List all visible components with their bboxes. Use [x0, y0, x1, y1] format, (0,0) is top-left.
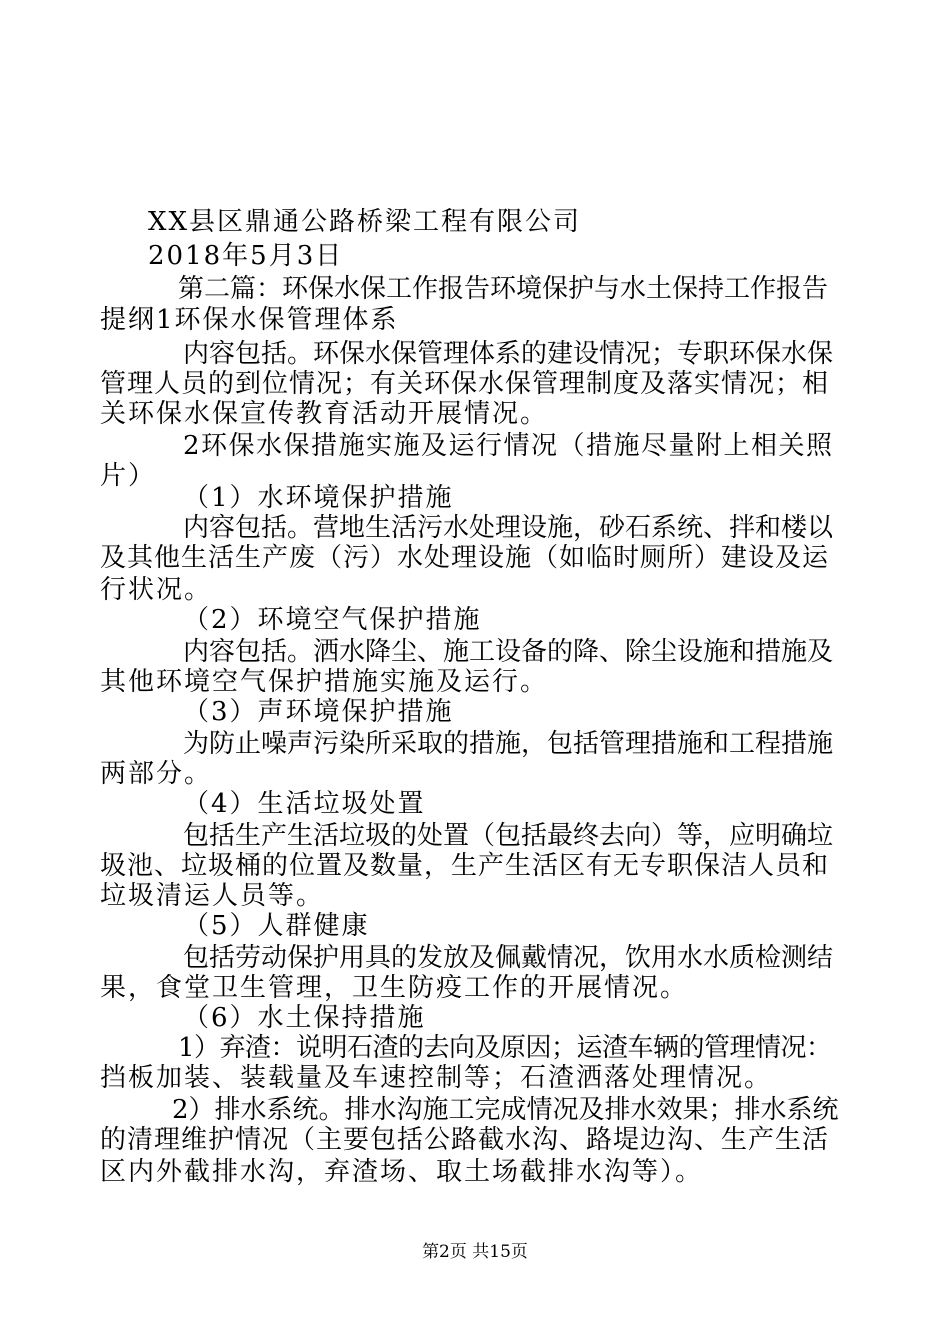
subheading: （1）水环境保护措施 — [183, 483, 454, 513]
section-heading: 第二篇：环保水保工作报告环境保护与水土保持工作报告 — [178, 274, 829, 304]
subheading: （6）水土保持措施 — [183, 1003, 426, 1033]
text-line: 包括劳动保护用具的发放及佩戴情况，饮用水水质检测结 — [183, 943, 834, 973]
subheading: （2）环境空气保护措施 — [183, 605, 482, 635]
page-footer: 第2页 共15页 — [422, 1242, 528, 1262]
subheading: （5）人群健康 — [183, 911, 370, 941]
text-line: 2环保水保措施实施及运行情况（措施尽量附上相关照 — [183, 431, 834, 461]
text-line: 行状况。 — [100, 575, 213, 605]
text-line: 内容包括。营地生活污水处理设施，砂石系统、拌和楼以 — [183, 513, 834, 543]
text-line: 内容包括。环保水保管理体系的建设情况；专职环保水保 — [183, 339, 834, 369]
text-line: 圾池、垃圾桶的位置及数量，生产生活区有无专职保洁人员和 — [100, 851, 830, 881]
text-line: 2）排水系统。排水沟施工完成情况及排水效果；排水系统 — [172, 1095, 839, 1125]
text-line: 两部分。 — [100, 759, 213, 789]
text-line: 内容包括。洒水降尘、施工设备的降、除尘设施和措施及 — [183, 637, 834, 667]
subheading: （4）生活垃圾处置 — [183, 789, 426, 819]
text-line: 垃圾清运人员等。 — [100, 881, 325, 911]
text-line: 关环保水保宣传教育活动开展情况。 — [100, 399, 549, 429]
text-line: 为防止噪声污染所采取的措施，包括管理措施和工程措施 — [183, 729, 834, 759]
document-date: 2018年5月3日 — [148, 241, 344, 271]
text-line: 其他环境空气保护措施实施及运行。 — [100, 667, 549, 697]
text-line: 管理人员的到位情况；有关环保水保管理制度及落实情况；相 — [100, 369, 830, 399]
subheading: （3）声环境保护措施 — [183, 697, 454, 727]
text-line: 片） — [100, 461, 157, 491]
text-line: 的清理维护情况（主要包括公路截水沟、路堤边沟、生产生活 — [100, 1125, 830, 1155]
text-line: 1）弃渣：说明石渣的去向及原因；运渣车辆的管理情况： — [178, 1033, 832, 1063]
text-line: 区内外截排水沟，弃渣场、取土场截排水沟等）。 — [100, 1157, 704, 1187]
text-line: 包括生产生活垃圾的处置（包括最终去向）等，应明确垃 — [183, 821, 834, 851]
text-line: 果，食堂卫生管理，卫生防疫工作的开展情况。 — [100, 973, 689, 1003]
company-name: XX县区鼎通公路桥梁工程有限公司 — [148, 207, 582, 237]
text-line: 提纲1环保水保管理体系 — [100, 305, 399, 335]
text-line: 挡板加装、装载量及车速控制等；石渣洒落处理情况。 — [100, 1063, 773, 1093]
text-line: 及其他生活生产废（污）水处理设施（如临时厕所）建设及运 — [100, 543, 830, 573]
